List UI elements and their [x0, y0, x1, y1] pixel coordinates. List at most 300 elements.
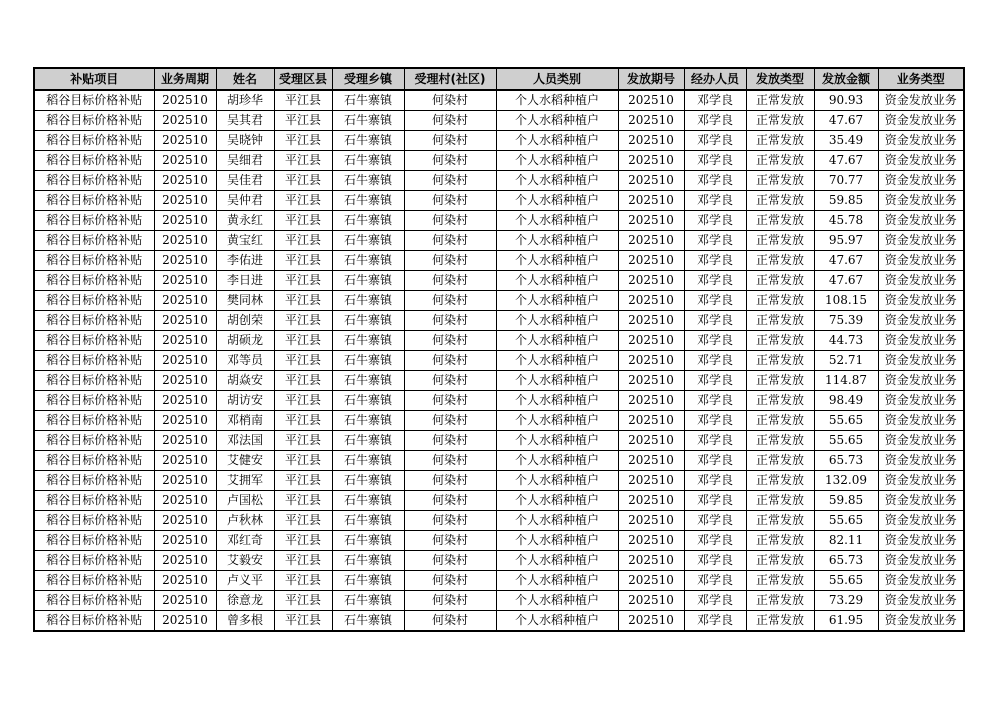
cell-person-category: 个人水稻种植户	[496, 411, 618, 431]
cell-handler: 邓学良	[684, 531, 746, 551]
cell-village: 何染村	[404, 551, 496, 571]
cell-business-period: 202510	[154, 511, 216, 531]
cell-subsidy-item: 稻谷目标价格补贴	[34, 491, 154, 511]
cell-business-type: 资金发放业务	[878, 271, 964, 291]
cell-village: 何染村	[404, 271, 496, 291]
cell-issue-period: 202510	[618, 251, 684, 271]
cell-subsidy-item: 稻谷目标价格补贴	[34, 131, 154, 151]
cell-issue-period: 202510	[618, 131, 684, 151]
cell-issue-period: 202510	[618, 331, 684, 351]
cell-amount: 45.78	[814, 211, 878, 231]
header-county: 受理区县	[274, 68, 332, 90]
cell-county: 平江县	[274, 191, 332, 211]
cell-name: 曾多根	[216, 611, 274, 632]
cell-name: 胡珍华	[216, 90, 274, 111]
cell-county: 平江县	[274, 471, 332, 491]
cell-issue-period: 202510	[618, 371, 684, 391]
cell-county: 平江县	[274, 411, 332, 431]
cell-handler: 邓学良	[684, 511, 746, 531]
cell-person-category: 个人水稻种植户	[496, 171, 618, 191]
cell-township: 石牛寨镇	[332, 90, 404, 111]
table-row	[34, 111, 964, 131]
cell-business-type: 资金发放业务	[878, 491, 964, 511]
table-row	[34, 231, 964, 251]
cell-name: 邓红奇	[216, 531, 274, 551]
cell-township: 石牛寨镇	[332, 491, 404, 511]
cell-name: 艾拥军	[216, 471, 274, 491]
cell-business-type: 资金发放业务	[878, 551, 964, 571]
cell-name: 黄永红	[216, 211, 274, 231]
cell-subsidy-item: 稻谷目标价格补贴	[34, 411, 154, 431]
cell-business-period: 202510	[154, 611, 216, 632]
table-body	[34, 90, 964, 631]
table-row	[34, 331, 964, 351]
cell-county: 平江县	[274, 271, 332, 291]
cell-issue-type: 正常发放	[746, 271, 814, 291]
cell-business-type: 资金发放业务	[878, 291, 964, 311]
cell-handler: 邓学良	[684, 571, 746, 591]
cell-handler: 邓学良	[684, 211, 746, 231]
cell-county: 平江县	[274, 391, 332, 411]
cell-person-category: 个人水稻种植户	[496, 351, 618, 371]
cell-issue-period: 202510	[618, 511, 684, 531]
cell-person-category: 个人水稻种植户	[496, 90, 618, 111]
table-row	[34, 211, 964, 231]
cell-name: 徐意龙	[216, 591, 274, 611]
table-row	[34, 531, 964, 551]
cell-subsidy-item: 稻谷目标价格补贴	[34, 611, 154, 632]
cell-amount: 55.65	[814, 411, 878, 431]
cell-county: 平江县	[274, 551, 332, 571]
cell-business-type: 资金发放业务	[878, 451, 964, 471]
cell-handler: 邓学良	[684, 611, 746, 632]
cell-person-category: 个人水稻种植户	[496, 571, 618, 591]
cell-county: 平江县	[274, 90, 332, 111]
table-row	[34, 251, 964, 271]
cell-issue-type: 正常发放	[746, 411, 814, 431]
cell-issue-period: 202510	[618, 191, 684, 211]
cell-business-type: 资金发放业务	[878, 171, 964, 191]
table-row	[34, 591, 964, 611]
cell-business-type: 资金发放业务	[878, 411, 964, 431]
cell-issue-type: 正常发放	[746, 591, 814, 611]
cell-issue-type: 正常发放	[746, 191, 814, 211]
header-name: 姓名	[216, 68, 274, 90]
cell-business-type: 资金发放业务	[878, 511, 964, 531]
table-row	[34, 571, 964, 591]
cell-township: 石牛寨镇	[332, 571, 404, 591]
subsidy-table	[33, 67, 965, 632]
cell-amount: 44.73	[814, 331, 878, 351]
cell-business-period: 202510	[154, 551, 216, 571]
cell-township: 石牛寨镇	[332, 151, 404, 171]
cell-business-type: 资金发放业务	[878, 611, 964, 632]
cell-village: 何染村	[404, 311, 496, 331]
cell-issue-period: 202510	[618, 451, 684, 471]
cell-subsidy-item: 稻谷目标价格补贴	[34, 271, 154, 291]
cell-township: 石牛寨镇	[332, 431, 404, 451]
cell-business-period: 202510	[154, 491, 216, 511]
cell-amount: 108.15	[814, 291, 878, 311]
cell-issue-type: 正常发放	[746, 531, 814, 551]
cell-subsidy-item: 稻谷目标价格补贴	[34, 331, 154, 351]
cell-business-type: 资金发放业务	[878, 531, 964, 551]
cell-name: 胡焱安	[216, 371, 274, 391]
cell-amount: 98.49	[814, 391, 878, 411]
cell-issue-period: 202510	[618, 231, 684, 251]
cell-county: 平江县	[274, 531, 332, 551]
cell-subsidy-item: 稻谷目标价格补贴	[34, 471, 154, 491]
cell-business-period: 202510	[154, 591, 216, 611]
cell-issue-period: 202510	[618, 531, 684, 551]
cell-issue-type: 正常发放	[746, 491, 814, 511]
cell-name: 吴佳君	[216, 171, 274, 191]
cell-business-period: 202510	[154, 371, 216, 391]
cell-handler: 邓学良	[684, 551, 746, 571]
cell-handler: 邓学良	[684, 131, 746, 151]
cell-township: 石牛寨镇	[332, 391, 404, 411]
cell-village: 何染村	[404, 531, 496, 551]
cell-handler: 邓学良	[684, 291, 746, 311]
cell-person-category: 个人水稻种植户	[496, 151, 618, 171]
cell-county: 平江县	[274, 311, 332, 331]
cell-issue-period: 202510	[618, 211, 684, 231]
cell-subsidy-item: 稻谷目标价格补贴	[34, 431, 154, 451]
table-row	[34, 90, 964, 111]
cell-subsidy-item: 稻谷目标价格补贴	[34, 231, 154, 251]
cell-person-category: 个人水稻种植户	[496, 291, 618, 311]
cell-subsidy-item: 稻谷目标价格补贴	[34, 451, 154, 471]
cell-village: 何染村	[404, 331, 496, 351]
cell-name: 吴其君	[216, 111, 274, 131]
cell-handler: 邓学良	[684, 271, 746, 291]
cell-subsidy-item: 稻谷目标价格补贴	[34, 591, 154, 611]
cell-issue-period: 202510	[618, 351, 684, 371]
cell-business-period: 202510	[154, 451, 216, 471]
cell-village: 何染村	[404, 571, 496, 591]
cell-issue-period: 202510	[618, 271, 684, 291]
cell-person-category: 个人水稻种植户	[496, 331, 618, 351]
cell-amount: 55.65	[814, 431, 878, 451]
cell-issue-period: 202510	[618, 551, 684, 571]
cell-business-type: 资金发放业务	[878, 371, 964, 391]
cell-county: 平江县	[274, 571, 332, 591]
cell-township: 石牛寨镇	[332, 131, 404, 151]
cell-township: 石牛寨镇	[332, 411, 404, 431]
cell-business-type: 资金发放业务	[878, 90, 964, 111]
cell-business-type: 资金发放业务	[878, 311, 964, 331]
cell-issue-type: 正常发放	[746, 231, 814, 251]
cell-business-type: 资金发放业务	[878, 251, 964, 271]
cell-village: 何染村	[404, 371, 496, 391]
cell-township: 石牛寨镇	[332, 251, 404, 271]
table-row	[34, 411, 964, 431]
cell-business-period: 202510	[154, 231, 216, 251]
cell-person-category: 个人水稻种植户	[496, 131, 618, 151]
cell-issue-type: 正常发放	[746, 371, 814, 391]
cell-township: 石牛寨镇	[332, 511, 404, 531]
cell-person-category: 个人水稻种植户	[496, 251, 618, 271]
cell-name: 吴细君	[216, 151, 274, 171]
cell-subsidy-item: 稻谷目标价格补贴	[34, 111, 154, 131]
cell-business-period: 202510	[154, 191, 216, 211]
table-row	[34, 371, 964, 391]
cell-village: 何染村	[404, 451, 496, 471]
cell-amount: 35.49	[814, 131, 878, 151]
cell-township: 石牛寨镇	[332, 471, 404, 491]
cell-name: 樊同林	[216, 291, 274, 311]
cell-subsidy-item: 稻谷目标价格补贴	[34, 391, 154, 411]
header-handler: 经办人员	[684, 68, 746, 90]
table-row	[34, 171, 964, 191]
cell-name: 李佑进	[216, 251, 274, 271]
table-row	[34, 131, 964, 151]
cell-handler: 邓学良	[684, 491, 746, 511]
cell-handler: 邓学良	[684, 90, 746, 111]
table-row	[34, 191, 964, 211]
cell-township: 石牛寨镇	[332, 191, 404, 211]
cell-business-period: 202510	[154, 331, 216, 351]
cell-issue-period: 202510	[618, 591, 684, 611]
cell-issue-type: 正常发放	[746, 571, 814, 591]
cell-issue-type: 正常发放	[746, 391, 814, 411]
cell-issue-type: 正常发放	[746, 251, 814, 271]
cell-village: 何染村	[404, 291, 496, 311]
cell-name: 艾毅安	[216, 551, 274, 571]
cell-business-type: 资金发放业务	[878, 351, 964, 371]
cell-issue-period: 202510	[618, 111, 684, 131]
cell-business-period: 202510	[154, 111, 216, 131]
cell-township: 石牛寨镇	[332, 271, 404, 291]
cell-township: 石牛寨镇	[332, 171, 404, 191]
cell-amount: 82.11	[814, 531, 878, 551]
cell-subsidy-item: 稻谷目标价格补贴	[34, 511, 154, 531]
table-row	[34, 351, 964, 371]
cell-amount: 47.67	[814, 151, 878, 171]
table-row	[34, 491, 964, 511]
table-header-row	[34, 68, 964, 90]
cell-village: 何染村	[404, 211, 496, 231]
cell-county: 平江县	[274, 251, 332, 271]
cell-village: 何染村	[404, 171, 496, 191]
cell-person-category: 个人水稻种植户	[496, 211, 618, 231]
cell-business-period: 202510	[154, 391, 216, 411]
cell-person-category: 个人水稻种植户	[496, 531, 618, 551]
cell-township: 石牛寨镇	[332, 351, 404, 371]
cell-amount: 52.71	[814, 351, 878, 371]
cell-village: 何染村	[404, 431, 496, 451]
cell-county: 平江县	[274, 151, 332, 171]
cell-business-period: 202510	[154, 311, 216, 331]
cell-business-type: 资金发放业务	[878, 231, 964, 251]
table-row	[34, 471, 964, 491]
cell-business-type: 资金发放业务	[878, 431, 964, 451]
cell-subsidy-item: 稻谷目标价格补贴	[34, 191, 154, 211]
cell-issue-period: 202510	[618, 431, 684, 451]
cell-village: 何染村	[404, 491, 496, 511]
cell-business-period: 202510	[154, 211, 216, 231]
cell-person-category: 个人水稻种植户	[496, 371, 618, 391]
cell-person-category: 个人水稻种植户	[496, 611, 618, 632]
cell-subsidy-item: 稻谷目标价格补贴	[34, 311, 154, 331]
cell-handler: 邓学良	[684, 311, 746, 331]
cell-issue-type: 正常发放	[746, 171, 814, 191]
cell-issue-type: 正常发放	[746, 211, 814, 231]
cell-township: 石牛寨镇	[332, 551, 404, 571]
cell-issue-period: 202510	[618, 291, 684, 311]
cell-village: 何染村	[404, 511, 496, 531]
table-row	[34, 611, 964, 632]
cell-person-category: 个人水稻种植户	[496, 511, 618, 531]
cell-business-type: 资金发放业务	[878, 191, 964, 211]
cell-amount: 59.85	[814, 491, 878, 511]
table-row	[34, 311, 964, 331]
cell-issue-period: 202510	[618, 391, 684, 411]
cell-amount: 47.67	[814, 251, 878, 271]
cell-township: 石牛寨镇	[332, 231, 404, 251]
header-subsidy-item: 补贴项目	[34, 68, 154, 90]
cell-township: 石牛寨镇	[332, 211, 404, 231]
header-amount: 发放金额	[814, 68, 878, 90]
cell-issue-type: 正常发放	[746, 111, 814, 131]
cell-issue-period: 202510	[618, 611, 684, 632]
cell-county: 平江县	[274, 131, 332, 151]
cell-issue-period: 202510	[618, 571, 684, 591]
cell-name: 吴仲君	[216, 191, 274, 211]
cell-subsidy-item: 稻谷目标价格补贴	[34, 251, 154, 271]
cell-township: 石牛寨镇	[332, 531, 404, 551]
cell-county: 平江县	[274, 211, 332, 231]
cell-township: 石牛寨镇	[332, 591, 404, 611]
cell-business-type: 资金发放业务	[878, 471, 964, 491]
cell-handler: 邓学良	[684, 151, 746, 171]
cell-person-category: 个人水稻种植户	[496, 551, 618, 571]
cell-name: 胡硕龙	[216, 331, 274, 351]
cell-village: 何染村	[404, 191, 496, 211]
cell-business-period: 202510	[154, 131, 216, 151]
cell-handler: 邓学良	[684, 351, 746, 371]
cell-business-type: 资金发放业务	[878, 591, 964, 611]
cell-name: 胡创荣	[216, 311, 274, 331]
cell-business-type: 资金发放业务	[878, 211, 964, 231]
table-row	[34, 451, 964, 471]
cell-handler: 邓学良	[684, 371, 746, 391]
cell-village: 何染村	[404, 411, 496, 431]
cell-village: 何染村	[404, 391, 496, 411]
cell-business-type: 资金发放业务	[878, 391, 964, 411]
cell-subsidy-item: 稻谷目标价格补贴	[34, 531, 154, 551]
cell-person-category: 个人水稻种植户	[496, 391, 618, 411]
cell-business-period: 202510	[154, 351, 216, 371]
cell-township: 石牛寨镇	[332, 291, 404, 311]
cell-business-type: 资金发放业务	[878, 151, 964, 171]
cell-amount: 73.29	[814, 591, 878, 611]
cell-handler: 邓学良	[684, 331, 746, 351]
cell-person-category: 个人水稻种植户	[496, 111, 618, 131]
cell-amount: 55.65	[814, 511, 878, 531]
cell-name: 李日进	[216, 271, 274, 291]
cell-business-period: 202510	[154, 411, 216, 431]
cell-township: 石牛寨镇	[332, 311, 404, 331]
cell-business-period: 202510	[154, 431, 216, 451]
cell-issue-period: 202510	[618, 151, 684, 171]
cell-person-category: 个人水稻种植户	[496, 471, 618, 491]
cell-amount: 114.87	[814, 371, 878, 391]
cell-county: 平江县	[274, 171, 332, 191]
cell-amount: 55.65	[814, 571, 878, 591]
cell-name: 胡访安	[216, 391, 274, 411]
cell-village: 何染村	[404, 111, 496, 131]
cell-issue-type: 正常发放	[746, 431, 814, 451]
cell-handler: 邓学良	[684, 471, 746, 491]
cell-issue-type: 正常发放	[746, 291, 814, 311]
cell-name: 邓等员	[216, 351, 274, 371]
cell-business-period: 202510	[154, 171, 216, 191]
cell-handler: 邓学良	[684, 251, 746, 271]
table-row	[34, 511, 964, 531]
cell-amount: 70.77	[814, 171, 878, 191]
cell-issue-type: 正常发放	[746, 451, 814, 471]
table-row	[34, 291, 964, 311]
cell-county: 平江县	[274, 451, 332, 471]
cell-village: 何染村	[404, 471, 496, 491]
cell-township: 石牛寨镇	[332, 611, 404, 632]
cell-amount: 47.67	[814, 271, 878, 291]
cell-issue-type: 正常发放	[746, 551, 814, 571]
header-township: 受理乡镇	[332, 68, 404, 90]
cell-village: 何染村	[404, 131, 496, 151]
cell-amount: 47.67	[814, 111, 878, 131]
cell-business-type: 资金发放业务	[878, 571, 964, 591]
cell-business-period: 202510	[154, 291, 216, 311]
table-row	[34, 551, 964, 571]
cell-amount: 65.73	[814, 451, 878, 471]
cell-amount: 59.85	[814, 191, 878, 211]
cell-subsidy-item: 稻谷目标价格补贴	[34, 571, 154, 591]
cell-amount: 95.97	[814, 231, 878, 251]
cell-subsidy-item: 稻谷目标价格补贴	[34, 90, 154, 111]
cell-issue-period: 202510	[618, 411, 684, 431]
cell-person-category: 个人水稻种植户	[496, 451, 618, 471]
cell-issue-period: 202510	[618, 491, 684, 511]
cell-county: 平江县	[274, 111, 332, 131]
cell-person-category: 个人水稻种植户	[496, 271, 618, 291]
table-row	[34, 271, 964, 291]
table-row	[34, 151, 964, 171]
cell-name: 卢国松	[216, 491, 274, 511]
cell-name: 邓梢南	[216, 411, 274, 431]
cell-amount: 65.73	[814, 551, 878, 571]
cell-handler: 邓学良	[684, 111, 746, 131]
cell-township: 石牛寨镇	[332, 451, 404, 471]
cell-amount: 61.95	[814, 611, 878, 632]
cell-person-category: 个人水稻种植户	[496, 311, 618, 331]
cell-village: 何染村	[404, 611, 496, 632]
cell-name: 卢秋林	[216, 511, 274, 531]
cell-issue-period: 202510	[618, 171, 684, 191]
cell-county: 平江县	[274, 331, 332, 351]
cell-business-period: 202510	[154, 531, 216, 551]
cell-handler: 邓学良	[684, 191, 746, 211]
cell-business-period: 202510	[154, 571, 216, 591]
cell-county: 平江县	[274, 591, 332, 611]
cell-handler: 邓学良	[684, 451, 746, 471]
cell-county: 平江县	[274, 611, 332, 632]
cell-issue-type: 正常发放	[746, 511, 814, 531]
cell-business-period: 202510	[154, 151, 216, 171]
header-issue-period: 发放期号	[618, 68, 684, 90]
cell-issue-type: 正常发放	[746, 131, 814, 151]
